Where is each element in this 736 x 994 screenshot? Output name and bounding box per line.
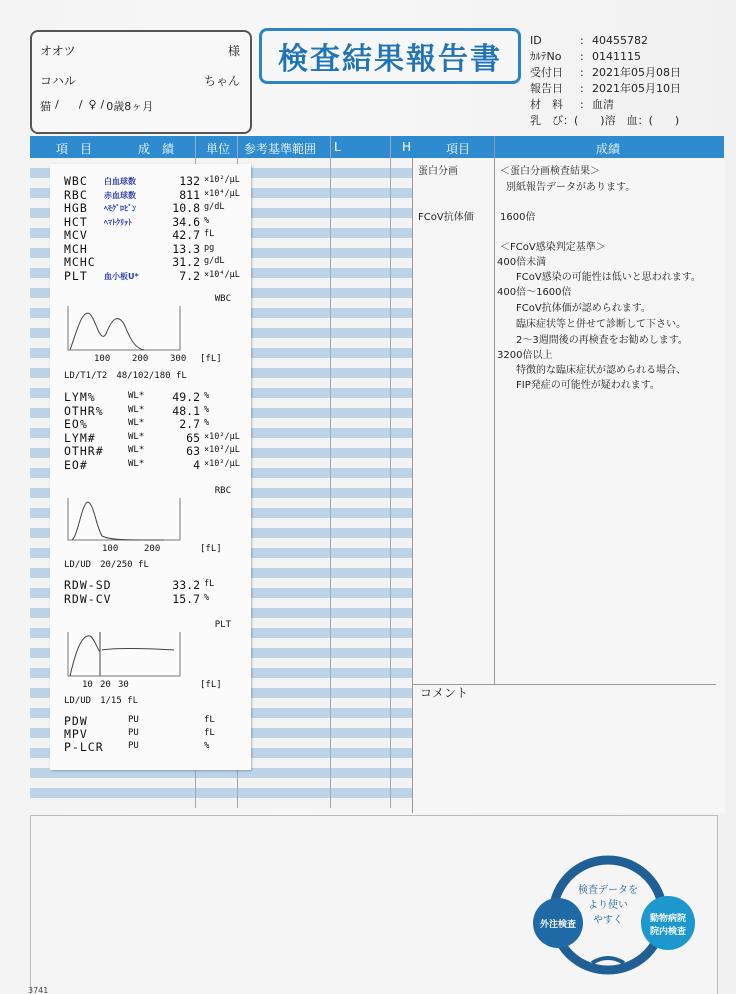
right-item-fcov: FCoV抗体価: [418, 212, 474, 223]
table-header: [30, 136, 724, 158]
diff-value: 65: [186, 430, 200, 445]
histogram-frame: [68, 632, 180, 676]
lab-value: 42.7: [172, 228, 200, 242]
lab-value: 10.8: [172, 201, 200, 215]
diff-code: OTHR#: [64, 444, 104, 458]
wbc-axis-tick: 200: [132, 354, 149, 364]
logo-left-text: 外注検査: [539, 920, 577, 930]
diff-code: OTHR%: [64, 403, 104, 418]
lab-code: MCH: [64, 241, 88, 256]
wbc-histogram: [64, 304, 184, 354]
info-value: 0141115: [592, 50, 641, 63]
right-line: 400倍未満: [497, 257, 547, 268]
owner-suffix: 様: [227, 44, 240, 58]
info-colon: :: [580, 34, 584, 47]
diff-value: 2.7: [179, 417, 200, 431]
diff-flag: WL*: [128, 404, 145, 415]
wbc-axis-unit: [fL]: [200, 354, 222, 364]
logo-text: 検査データを: [578, 885, 638, 896]
right-line: 1600倍: [500, 212, 536, 223]
report-title: 検査結果報告書: [259, 28, 521, 84]
diff-unit: %: [204, 404, 210, 415]
info-colon: :: [580, 98, 584, 111]
plt-axis-tick: 20: [100, 680, 111, 690]
plt-param-code: P-LCR: [64, 740, 104, 754]
comment-label: コメント: [420, 686, 469, 700]
diff-unit: ×10²/μL: [204, 431, 240, 442]
lab-japanese-name: ﾍﾏﾄｸﾘｯﾄ: [104, 217, 132, 227]
plt-axis-unit: [fL]: [200, 680, 222, 690]
lab-japanese-name: ﾍﾓｸﾞﾛﾋﾞﾝ: [104, 204, 136, 213]
species: 猫: [40, 100, 51, 113]
lab-value: 13.3: [172, 241, 200, 256]
info-row: [530, 33, 720, 49]
rbc-ld: LD/UD 20/250 fL: [64, 560, 149, 570]
lab-japanese-name: 赤血球数: [104, 190, 136, 200]
right-line: FCoV抗体価が認められます。: [516, 303, 651, 314]
plt-param-flag: PU: [128, 728, 139, 738]
lab-value: 34.6: [172, 214, 200, 229]
plt-axis-tick: 10: [82, 680, 93, 690]
age: 0歳8ヶ月: [106, 100, 154, 113]
sex: ♀: [88, 98, 97, 111]
lab-value: 7.2: [179, 268, 200, 283]
rdw-unit: fL: [204, 579, 215, 589]
diff-unit: ×10²/μL: [204, 458, 240, 469]
lab-unit: ×10⁴/μL: [204, 269, 240, 280]
right-line: 臨床症状等と併せて診断して下さい。: [516, 319, 686, 330]
info-label: ｶﾙﾃNo: [530, 50, 562, 63]
lab-code: RBC: [64, 187, 88, 202]
diff-value: 48.1: [172, 403, 200, 418]
diff-code: EO#: [64, 457, 88, 472]
logo-text: より使い: [588, 900, 628, 911]
right-item-protein: 蛋白分画: [418, 166, 458, 177]
lab-logo: [530, 845, 720, 980]
pet-name: コハル: [40, 74, 77, 88]
lab-code: HCT: [64, 214, 88, 229]
diff-value: 49.2: [172, 390, 200, 404]
info-colon: :: [580, 66, 584, 79]
diff-code: EO%: [64, 417, 88, 431]
right-line: ＜蛋白分画検査結果＞: [500, 166, 600, 177]
header-result: 成 績: [138, 142, 175, 156]
info-label: 材 料: [530, 98, 563, 111]
header-unit: 単位: [206, 142, 231, 156]
rdw-code: RDW-SD: [64, 578, 112, 592]
info-label: 報告日: [530, 82, 563, 95]
lab-value: 132: [179, 174, 200, 188]
lab-code: MCHC: [64, 255, 96, 269]
rbc-axis-tick: 200: [144, 544, 161, 554]
header-high: H: [402, 140, 412, 154]
lab-unit: g/dL: [204, 202, 225, 212]
header-right-result: 成績: [596, 142, 621, 156]
lab-japanese-name: 血小板U*: [104, 271, 139, 281]
rbc-axis-tick: 100: [102, 544, 119, 554]
rdw-code: RDW-CV: [64, 592, 112, 606]
lab-code: HGB: [64, 201, 88, 215]
plt-axis-tick: 30: [118, 680, 129, 690]
wbc-ld: LD/T1/T2 48/102/180 fL: [64, 371, 187, 381]
logo-text: やすく: [593, 915, 623, 926]
wbc-axis-tick: 300: [170, 354, 187, 364]
info-label: 受付日: [530, 66, 563, 79]
plt-histogram-label: PLT: [214, 620, 231, 630]
right-column-divider: [494, 136, 495, 684]
header-right-item: 項目: [446, 142, 471, 156]
lab-code: WBC: [64, 174, 88, 188]
logo-right-text: 院内検査: [649, 927, 687, 937]
wbc-axis-tick: 100: [94, 354, 111, 364]
rbc-histogram-label: RBC: [214, 486, 231, 496]
right-line: 2～3週間後の再検査をお勧めします。: [516, 335, 688, 346]
hemolysis-row: 乳 び：( )溶 血：( ): [530, 114, 680, 127]
histogram-curve: [72, 502, 164, 540]
right-line: ＜FCoV感染判定基準＞: [500, 242, 606, 253]
header-item: 項 目: [56, 142, 93, 156]
info-value: 40455782: [592, 34, 648, 47]
info-label: ID: [530, 34, 542, 47]
slash: /: [78, 98, 83, 111]
plt-param-code: MPV: [64, 727, 88, 741]
histogram-curve: [70, 313, 144, 350]
info-row: [530, 97, 720, 113]
lab-japanese-name: 白血球数: [104, 177, 136, 186]
lab-code: MCV: [64, 228, 88, 242]
right-line: 400倍～1600倍: [497, 287, 572, 298]
lab-code: PLT: [64, 268, 88, 283]
owner-name: オオツ: [40, 44, 76, 58]
lab-unit: %: [204, 215, 210, 226]
rdw-value: 15.7: [172, 592, 200, 606]
lab-unit: g/dL: [204, 256, 225, 266]
lab-unit: pg: [204, 242, 215, 253]
plt-param-unit: fL: [204, 715, 215, 725]
diff-unit: %: [204, 391, 210, 401]
report-info: [530, 33, 720, 129]
rbc-axis-unit: [fL]: [200, 544, 222, 554]
diff-flag: WL*: [128, 458, 145, 469]
plt-param-flag: PU: [128, 715, 139, 725]
histogram-frame: [68, 306, 180, 350]
diff-flag: WL*: [128, 431, 145, 442]
lab-unit: ×10⁴/μL: [204, 188, 240, 199]
diff-flag: WL*: [128, 418, 145, 428]
diff-unit: %: [204, 418, 210, 428]
slash: /: [100, 98, 105, 111]
lab-unit: fL: [204, 229, 215, 239]
info-colon: :: [580, 50, 584, 63]
lab-unit: ×10²/μL: [204, 175, 240, 185]
rbc-histogram: [64, 496, 184, 544]
info-value: 2021年05月10日: [592, 82, 681, 95]
right-line: 3200倍以上: [497, 350, 553, 361]
diff-flag: WL*: [128, 391, 145, 401]
grid-divider: [330, 136, 331, 808]
slash: /: [55, 98, 59, 111]
right-results-area: [412, 158, 725, 813]
patient-box: [30, 30, 252, 134]
plt-histogram: [64, 630, 184, 680]
diff-code: LYM%: [64, 390, 96, 404]
plt-param-unit: fL: [204, 728, 215, 738]
info-row: [530, 65, 720, 81]
header-reference: 参考基準範囲: [244, 142, 317, 156]
footer-code: 3741: [28, 986, 49, 994]
histogram-curve: [70, 632, 174, 676]
wbc-histogram-label: WBC: [214, 294, 231, 304]
plt-param-unit: %: [204, 741, 210, 751]
header-low: L: [334, 140, 341, 154]
right-line: 別紙報告データがあります。: [506, 182, 636, 193]
grid-divider: [390, 136, 391, 808]
lab-value: 31.2: [172, 255, 200, 269]
info-value: 2021年05月08日: [592, 66, 681, 79]
plt-param-flag: PU: [128, 741, 139, 751]
rdw-unit: %: [204, 593, 210, 603]
pet-suffix: ちゃん: [203, 74, 240, 88]
diff-value: 63: [186, 444, 200, 458]
diff-unit: ×10²/μL: [204, 445, 240, 455]
right-line: FIP発症の可能性が疑われます。: [516, 380, 660, 391]
info-colon: :: [580, 82, 584, 95]
info-row: [530, 49, 720, 65]
info-row: [530, 81, 720, 97]
info-value: 血清: [592, 98, 614, 111]
right-line: FCoV感染の可能性は低いと思われます。: [516, 272, 701, 283]
rdw-value: 33.2: [172, 578, 200, 592]
diff-value: 4: [193, 457, 200, 472]
logo-right-text: 動物病院: [649, 914, 687, 924]
diff-code: LYM#: [64, 430, 96, 445]
cbc-printout: [50, 164, 251, 770]
right-line: 特徴的な臨床症状が認められる場合、: [516, 365, 686, 376]
diff-flag: WL*: [128, 445, 145, 455]
lab-value: 811: [179, 187, 200, 202]
plt-param-code: PDW: [64, 714, 88, 728]
plt-ld: LD/UD 1/15 fL: [64, 696, 139, 706]
